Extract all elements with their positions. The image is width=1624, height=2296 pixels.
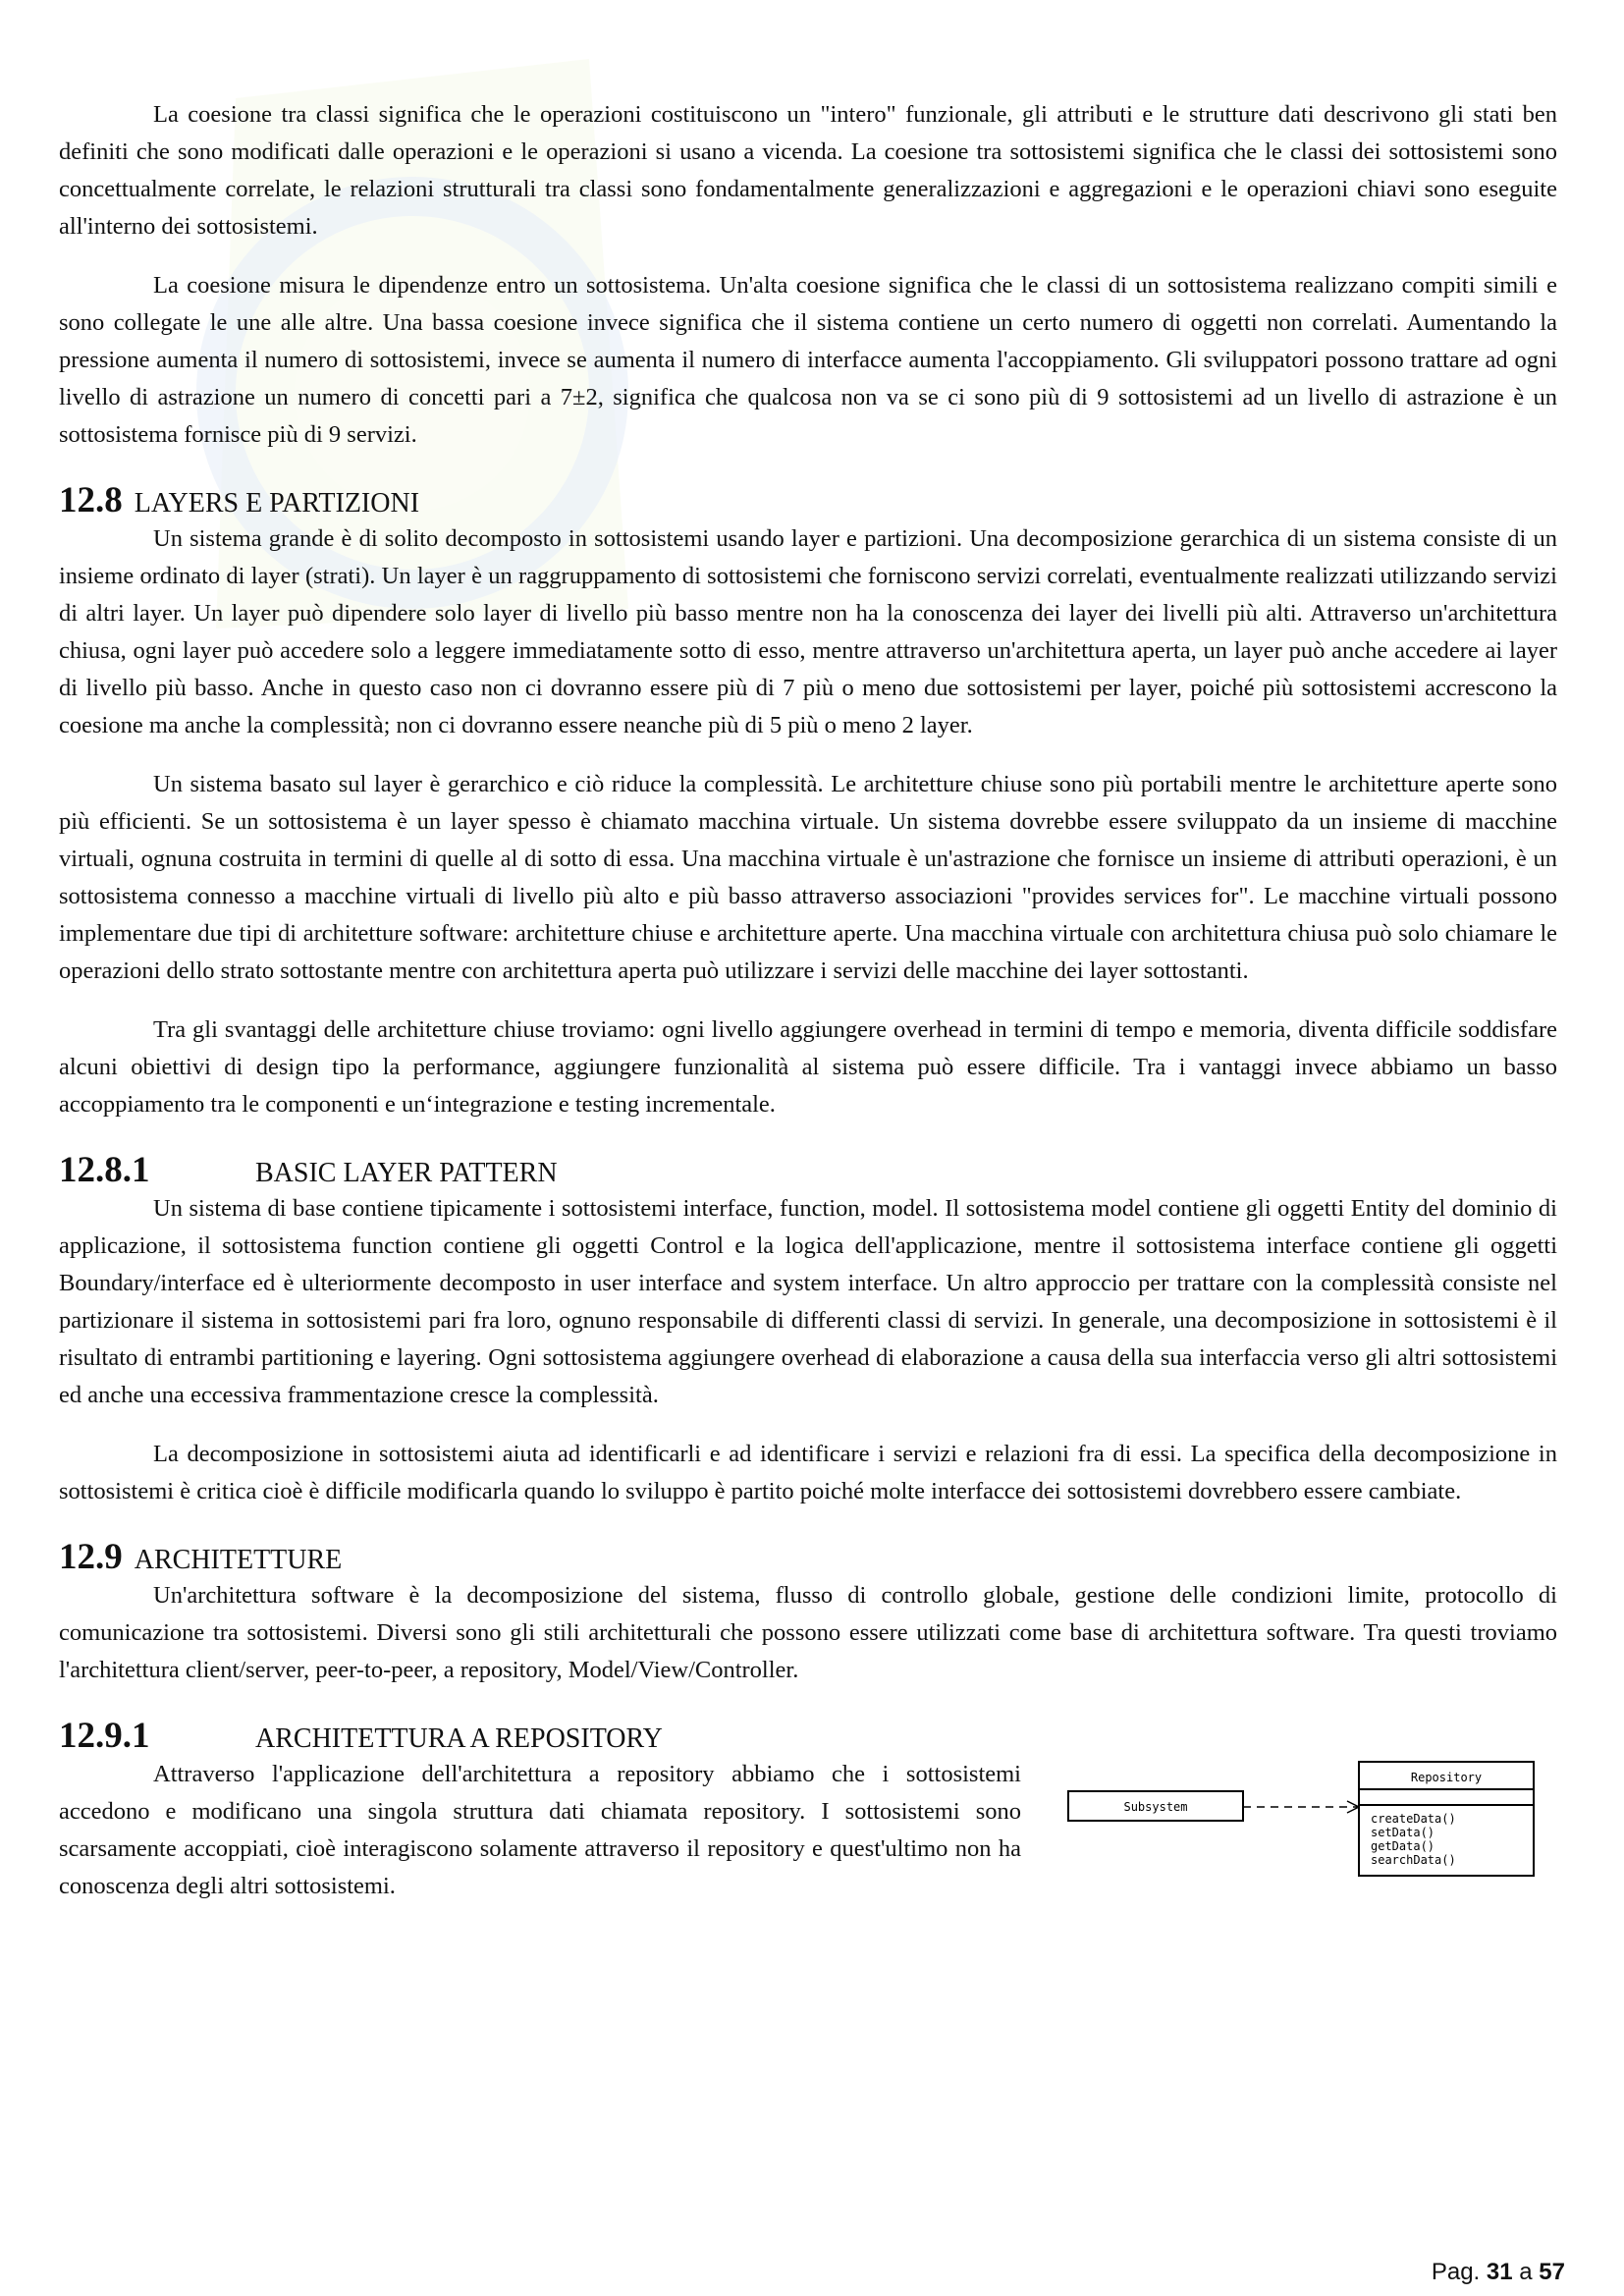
operation-create-data: createData(): [1371, 1812, 1456, 1826]
repository-section: [59, 1756, 1557, 1927]
page-separator: a: [1519, 2259, 1533, 2285]
page-prefix: Pag.: [1431, 2259, 1481, 2285]
heading-12-9-1: [59, 1717, 1557, 1756]
paragraph-layer-partizioni: Un sistema grande è di solito decomposto in sottosistemi usando layer e partizioni. Una decomposizione gerarchica di un sistema consiste di un insieme ordinato di layer (strati). Un layer è un raggruppamento di sottosistemi che forniscono servizi correlati, eventualmente realizzati utilizzando servizi di altri layer. Un layer può dipendere solo layer di livello più basso mentre non ha la conoscenza dei layer dei livelli più alti. Attraverso un'architettura chiusa, ogni layer può accedere solo a leggere immediatamente sotto di esso, mentre attraverso un'architettura aperta, un layer può anche accedere ai layer di livello più basso. Anche in questo caso non ci dovranno essere più di 7 più o meno due sottosistemi per layer, poiché più sottosistemi accrescono la coesione ma anche la complessità; non ci dovranno essere neanche più di 5 più o meno 2 layer.: [59, 525, 1557, 738]
heading-12-9: [59, 1538, 1557, 1577]
heading-number: 12.8: [59, 480, 123, 520]
paragraph-coesione-classi: La coesione tra classi significa che le operazioni costituiscono un "intero" funzionale, gli attributi e le strutture dati descrivono gli stati ben definiti che sono modificati dalle operazioni e le operazioni si usano a vicenda. La coesione tra sottosistemi significa che le classi dei sottosistemi sono concettualmente correlate, le relazioni strutturali tra classi sono fondamentalmente generalizzazioni e aggregazioni e le operazioni chiavi sono eseguite all'interno dei sottosistemi.: [59, 101, 1557, 240]
heading-number: 12.8.1: [59, 1150, 150, 1190]
paragraph-decomposizione: La decomposizione in sottosistemi aiuta ad identificarli e ad identificare i servizi e relazioni fra di essi. La specifica della decomposizione in sottosistemi è critica cioè è difficile modificarla quando lo sviluppo è partito poiché molte interfacce dei sottosistemi dovrebbero essere cambiate.: [59, 1441, 1557, 1504]
repository-diagram: [1066, 1760, 1538, 1878]
paragraph-repository: Attraverso l'applicazione dell'architettura a repository abbiamo che i sottosistemi accedono e modificano una singola struttura dati chiamata repository. I sottosistemi sono scarsamente accoppiati, cioè interagiscono solamente attraverso il repository e quest'ultimo non ha conoscenza degli altri sottosistemi.: [59, 1761, 1021, 1899]
uml-diagram: [1066, 1760, 1538, 1878]
paragraph-basic-layer: Un sistema di base contiene tipicamente i sottosistemi interface, function, model. Il sottosistema model contiene gli oggetti Entity del dominio di applicazione, il sottosistema function contiene gli oggetti Control e la logica dell'applicazione, mentre il sottosistema interface contiene gli oggetti Boundary/interface ed è ulteriormente decomposto in user interface and system interface. Un altro approccio per trattare con la complessità consiste nel partizionare il sistema in sottosistemi pari fra loro, ognuno responsabile di differenti classi di servizi. In generale, una decomposizione in sottosistemi è il risultato di entrambi partitioning e layering. Ogni sottosistema aggiungere overhead di elaborazione a causa della sua interfaccia verso gli altri sottosistemi ed anche una eccessiva frammentazione cresce la complessità.: [59, 1195, 1557, 1408]
heading-number: 12.9.1: [59, 1716, 150, 1756]
document-body: [59, 96, 1557, 1927]
current-page: 31: [1486, 2259, 1513, 2285]
paragraph-coesione-misura: La coesione misura le dipendenze entro un sottosistema. Un'alta coesione significa che le classi di un sottosistema realizzano compiti simili e sono collegate le une alle altre. Una bassa coesione invece significa che il sistema contiene un certo numero di oggetti non correlati. Aumentando la pressione aumenta il numero di sottosistemi, invece se aumenta il numero di interfacce aumenta l'accoppiamento. Gli sviluppatori possono trattare ad ogni livello di astrazione un numero di concetti pari a 7±2, significa che qualcosa non va se ci sono più di 9 sottosistemi ad un livello di astrazione è un sottosistema fornisce più di 9 servizi.: [59, 272, 1557, 448]
heading-title: LAYERS E PARTIZIONI: [134, 488, 420, 519]
repository-label: Repository: [1410, 1771, 1483, 1784]
paragraph-svantaggi: Tra gli svantaggi delle architetture chiuse troviamo: ogni livello aggiungere overhead in termini di tempo e memoria, diventa difficile soddisfare alcuni obiettivi di design tipo la performance, aggiungere funzionalità al sistema può essere difficile. Tra i vantaggi invece abbiamo un basso accoppiamento tra le componenti e un‘integrazione e testing incrementale.: [59, 1016, 1557, 1118]
paragraph-layer-gerarchico: Un sistema basato sul layer è gerarchico e ciò riduce la complessità. Le architetture chiuse sono più portabili mentre le architetture aperte sono più efficienti. Se un sottosistema è un layer spesso è chiamato macchina virtuale. Un sistema dovrebbe essere sviluppato da un insieme di macchine virtuali, ognuna costruita in termini di quelle al di sotto di essa. Una macchina virtuale è un'astrazione che fornisce un insieme di attributi operazioni, è un sottosistema connesso a macchine virtuali di livello più alto e più basso attraverso associazioni "provides services for". Le macchine virtuali possono implementare due tipi di architetture software: architetture chiuse e architetture aperte. Una macchina virtuale con architettura chiusa può solo chiamare le operazioni dello strato sottostante mentre con architettura aperta può utilizzare i servizi delle macchine dei layer sottostanti.: [59, 771, 1557, 984]
subsystem-label: Subsystem: [1123, 1800, 1188, 1814]
heading-12-8-1: [59, 1151, 1557, 1190]
heading-title: ARCHITETTURA A REPOSITORY: [255, 1723, 663, 1754]
operation-set-data: setData(): [1371, 1826, 1435, 1839]
operation-search-data: searchData(): [1371, 1853, 1456, 1867]
heading-title: BASIC LAYER PATTERN: [255, 1158, 558, 1188]
heading-number: 12.9: [59, 1537, 123, 1577]
page-number: [1432, 2259, 1565, 2286]
heading-title: ARCHITETTURE: [134, 1545, 343, 1575]
paragraph-architetture: Un'architettura software è la decomposizione del sistema, flusso di controllo globale, gestione delle condizioni limite, protocollo di comunicazione tra sottosistemi. Diversi sono gli stili architetturali che possono essere utilizzati come base di architettura software. Tra questi troviamo l'architettura client/server, peer-to-peer, a repository, Model/View/Controller.: [59, 1582, 1557, 1683]
operation-get-data: getData(): [1371, 1839, 1435, 1853]
total-pages: 57: [1539, 2259, 1565, 2285]
heading-12-8: [59, 481, 1557, 520]
